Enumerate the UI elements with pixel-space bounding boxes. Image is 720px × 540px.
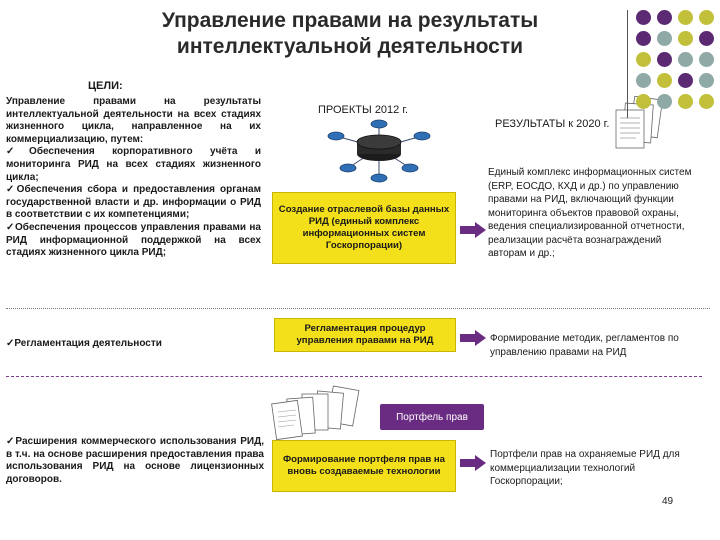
goals-heading: ЦЕЛИ: (88, 80, 123, 92)
portfolio-label: Портфель прав (380, 404, 484, 430)
goal-item-text: Обеспечения корпоративного учёта и мониторинга РИД на всех стадиях жизненного цикла; (6, 146, 261, 183)
goal-item-text: Обеспечения сбора и предоставления органам государственной власти и др. информации о РИД в соответствии с их компетенциями; (6, 184, 261, 221)
goal-commercial-text: Расширения коммерческого использования РИД, в т.ч. на основе расширения предоставления права использования РИД на основе лицензионных договоров. (6, 436, 264, 485)
page-title: Управление правами на результаты интеллектуальной деятельности (161, 9, 539, 58)
arrow-right-icon (460, 330, 486, 346)
goal-regulation-text: Регламентация деятельности (14, 338, 162, 349)
separator-line (6, 376, 702, 377)
goal-item (6, 184, 261, 222)
goal-item (6, 146, 261, 184)
decorative-dots (636, 10, 718, 120)
goal-regulation (6, 338, 261, 351)
decorative-divider (627, 10, 628, 118)
result-text-methods: Формирование методик, регламентов по управлению правами на РИД (490, 333, 679, 358)
goals-intro: Управление правами на результаты интеллектуальной деятельности на всех стадиях жизненного цикла, направленное на их коммерциализацию, путем: (6, 96, 261, 145)
separator-line (6, 308, 710, 309)
database-network-icon (318, 118, 440, 188)
goal-commercial (6, 436, 264, 486)
page-number: 49 (662, 496, 674, 507)
arrow-right-icon (460, 222, 486, 238)
projects-heading: ПРОЕКТЫ 2012 г. (318, 104, 409, 116)
results-heading: РЕЗУЛЬТАТЫ к 2020 г. (495, 118, 610, 130)
project-box-portfolio (272, 440, 456, 492)
goal-item-text: Обеспечения процессов управления правами на РИД информационной поддержкой на всех стадиях жизненного цикла РИД; (6, 221, 261, 259)
project-database-text: Создание отраслевой базы данных РИД (единый комплекс информационных систем Госкорпорации) (278, 204, 450, 251)
document-stack-icon (270, 384, 366, 442)
goals-text (6, 96, 261, 260)
goal-item (6, 222, 261, 260)
project-portfolio-text: Формирование портфеля прав на вновь создаваемые технологии (282, 454, 446, 477)
arrow-right-icon (460, 455, 486, 471)
project-box-database (272, 192, 456, 264)
result-text-portfolios: Портфели прав на охраняемые РИД для коммерциализации технологий Госкорпорации; (490, 449, 680, 487)
project-regulation-text: Регламентация процедур управления правами на РИД (296, 323, 434, 346)
result-text-system: Единый комплекс информационных систем (ERP, ЕОСДО, КХД и др.) по управлению правами на РИД, включающий функции мониторинга объектов правовой охраны, ведения специализированной отчетности, реализации расчёта вознаграждений авторам и др.; (488, 167, 692, 259)
project-box-regulation (274, 318, 456, 352)
